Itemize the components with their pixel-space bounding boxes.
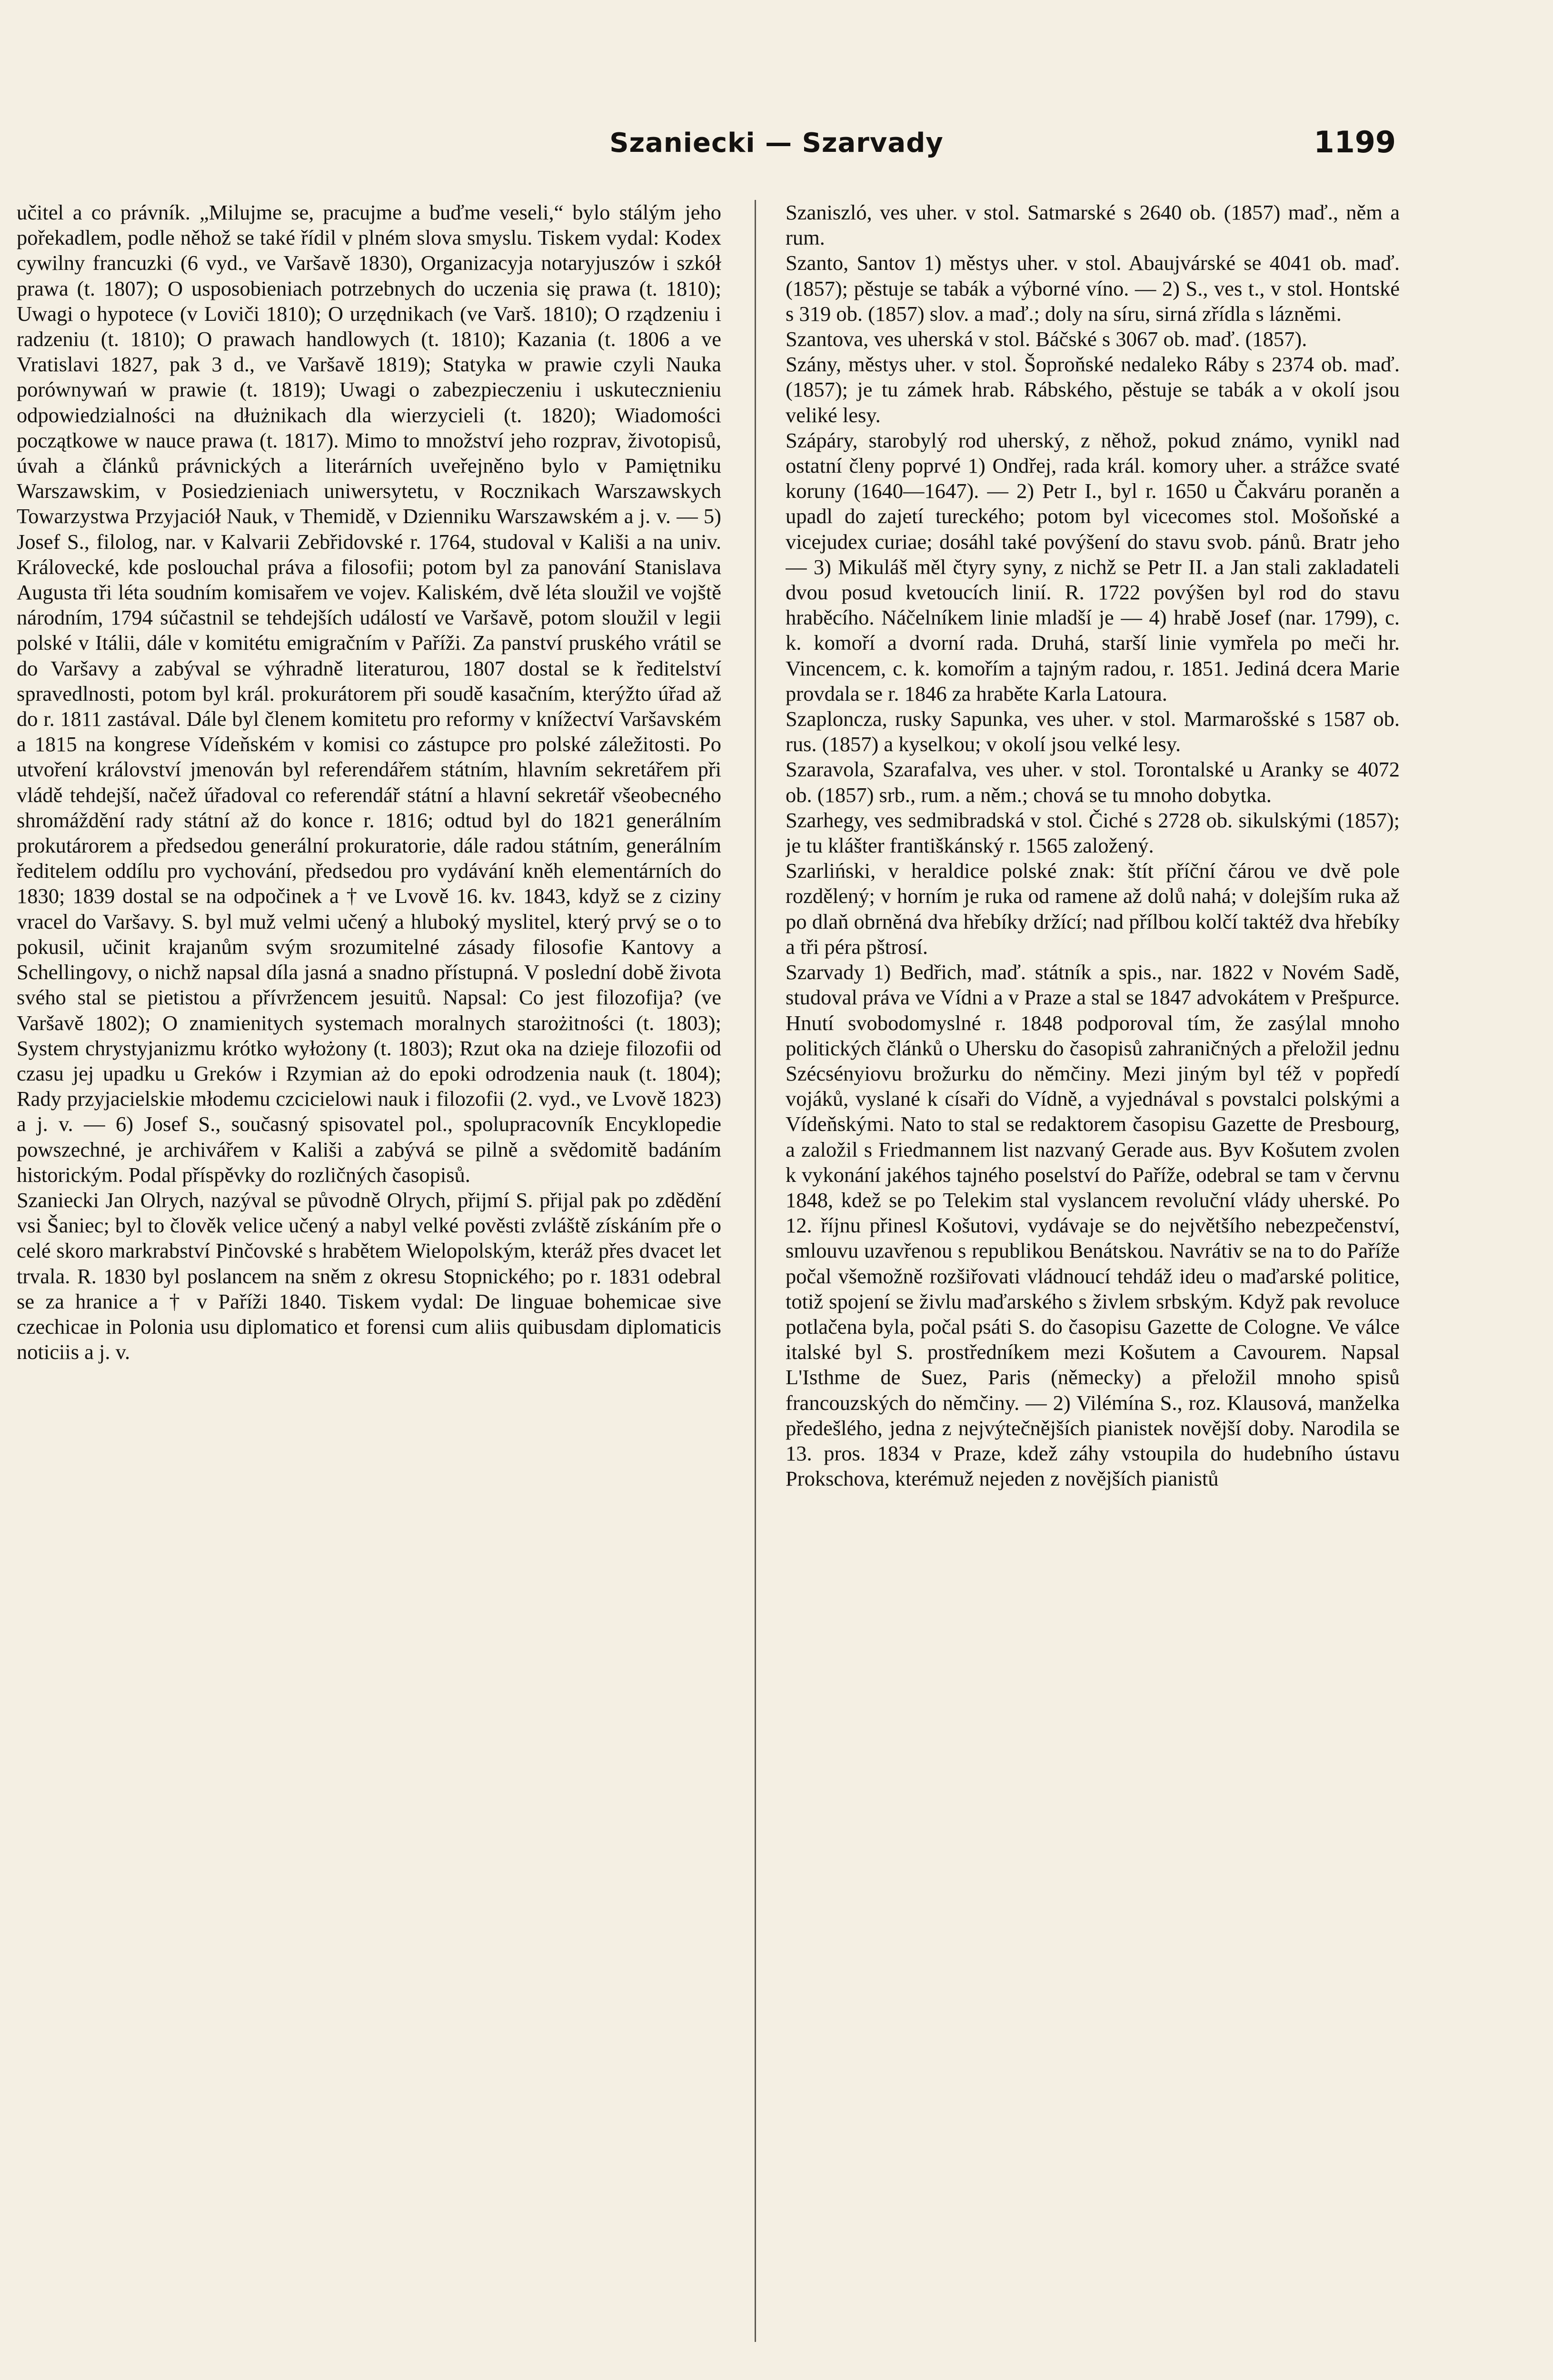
entry-szapary: Szápáry, starobylý rod uherský, z něhož, pokud známo, vynikl nad ostatní členy poprvé 1) Ondřej, rada král. komory uher. a strážce svaté koruny (1640—1647). — 2) Petr I., byl r. 1650 u Čakváru poraněn a upadl do zajetí tureckého; potom byl vicecomes stol. Mošoňské a vicejudex curiae; dosáhl také povýšení do stavu svob. pánů. Bratr jeho — 3) Mikuláš měl čtyry syny, z nichž se Petr II. a Jan stali zakladateli dvou posud kvetoucích linií. R. 1722 povýšen byl rod do stavu hraběcího. Náčelníkem linie mladší je — 4) hrabě Josef (nar. 1799), c. k. komoří a dvorní rada. Druhá, starší linie vymřela po meči hr. Vincencem, c. k. komořím a tajným radou, r. 1851. Jediná dcera Marie provdala se r. 1846 za hraběte Karla Latoura. (786, 428, 1400, 705)
column-divider (755, 200, 756, 2342)
entry-szaniecki-continued: učitel a co právník. „Milujme se, pracujme a buďme veseli,“ bylo stálým jeho pořekadlem, podle něhož se také řídil v plném slova smyslu. Tiskem vydal: Kodex cywilny francuzki (6 vyd., ve Varšavě 1830), Organizacyja notaryjuszów i szkół prawa (t. 1807); O usposobieniach potrzebnych do uczenia się prawa (t. 1810); Uwagi o hypotece (v Loviči 1810); O urzędnikach (ve Varš. 1810); O rządzeniu i radzeniu (t. 1810); O prawach handlowych (t. 1810); Kazania (t. 1806 a ve Vratislavi 1827, pak 3 d., ve Varšavě 1819); Statyka w prawie czyli Nauka porównywań w prawie (t. 1819); Uwagi o zabezpieczeniu i uskutecznieniu odpowiedzialności na dłużnikach dla wierzycieli (t. 1820); Wiadomości początkowe w nauce prawa (t. 1817). Mimo to množství jeho rozprav, životopisů, úvah a článků právnických a literárních uveřejněno bylo v Pamiętniku Warszawskim, v Posiedzieniach uniwersytetu, v Rocznikach Warszawskych Towarzystwa Przyjaciół Nauk, v Themidě, v Dzienniku Warszawském a j. v. — 5) Josef S., filolog, nar. v Kalvarii Zebřidovské r. 1764, studoval v Kališi a na univ. Královecké, kde poslouchal práva a filosofii; potom byl za panování Stanislava Augusta tři léta soudním komisařem ve vojev. Kaliském, dvě léta sloužil ve vojště národním, 1794 súčastnil se tehdejších událostí ve Varšavě, potom sloužil v legii polské v Itálii, dále v komitétu emigračním v Paříži. Za panství pruského vrátil se do Varšavy a zabýval se výhradně literaturou, 1807 dostal se k ředitelství spravedlnosti, potom byl král. prokurátorem při soudě kasačním, kterýžto úřad až do r. 1811 zastával. Dále byl členem komitetu pro reformy v knížectví Varšavském a 1815 na kongrese Vídeňském v komisi co zástupce pro polské záležitosti. Po utvoření království jmenován byl referendářem státním, hlavním sekretářem při vládě tehdejší, načež úřadoval co referendář státní a hlavní sekretář všeobecného shromáždění rady státní až do konce r. 1816; odtud byl do 1821 generálním prokutárorem a předsedou generální prokuratorie, dále radou státním, generálním ředitelem oddílu pro vychování, předsedou pro vydávání kněh elementárních do 1830; 1839 dostal se na odpočinek a † ve Lvově 16. kv. 1843, když se z ciziny vracel do Varšavy. S. byl muž velmi učený a hluboký myslitel, který prvý se o to pokusil, učinit krajanům svým srozumitelné zásady filosofie Kantovy a Schellingovy, o nichž napsal díla jasná a snadno přístupná. V poslední době života svého stal se pietistou a přívržencem jesuitů. Napsal: Co jest filozofija? (ve Varšavě 1802); O znamienitych systemach moralnych starożitności (t. 1803); System chrystyjanizmu krótko wyłożony (t. 1803); Rzut oka na dzieje filozofii od czasu jej upadku u Greków i Rzymian aż do epoki odrodzenia nauk (t. 1804); Rady przyjacielskie młodemu czcicielowi nauk i filozofii (2. vyd., ve Lvově 1823) a j. v. — 6) Josef S., současný spisovatel pol., spolupracovník Encyklopedie powszechné, je archivářem v Kališi a zabývá se pilně a svědomitě badáním historickým. Podal příspěvky do rozličných časopisů. (17, 200, 721, 1187)
entry-szaravola: Szaravola, Szarafalva, ves uher. v stol. Torontalské u Aranky se 4072 ob. (1857) srb., rum. a něm.; chová se tu mnoho dobytka. (786, 757, 1400, 807)
left-column (17, 200, 721, 2380)
right-column (786, 200, 1400, 2380)
entry-szany: Szány, městys uher. v stol. Šoproňské nedaleko Ráby s 2374 ob. maď. (1857); je tu zámek hrab. Rábského, pěstuje se tabák a v okolí jsou veliké lesy. (786, 352, 1400, 427)
entry-szaploncza: Szaploncza, rusky Sapunka, ves uher. v stol. Marmarošské s 1587 ob. rus. (1857) a kyselkou; v okolí jsou velké lesy. (786, 707, 1400, 756)
entry-szarlinski: Szarliński, v heraldice polské znak: štít příční čárou ve dvě pole rozdělený; v horním je ruka od ramene až dolů nahá; v dolejším ruka až po dlaň obrněná dva hřebíky držící; nad přílbou kolčí taktéž dva hřebíky a tři péra pštrosí. (786, 859, 1400, 959)
page-number: 1199 (1314, 125, 1396, 159)
entry-szarhegy: Szarhegy, ves sedmibradská v stol. Čiché s 2728 ob. sikulskými (1857); je tu klášter františkánský r. 1565 založený. (786, 808, 1400, 858)
entry-szaniszlo: Szaniszló, ves uher. v stol. Satmarské s 2640 ob. (1857) maď., něm a rum. (786, 200, 1400, 250)
entry-szaniecki-jan-olrych: Szaniecki Jan Olrych, nazýval se původně Olrych, přijmí S. přijal pak po zdědění vsi Šaniec; byl to člověk velice učený a nabyl velké pověsti zvláště získáním pře o celé skoro markrabství Pinčovské s hrabětem Wielopolským, kteráž přes dvacet let trvala. R. 1830 byl poslancem na sněm z okresu Stopnického; po r. 1831 odebral se za hranice a † v Paříži 1840. Tiskem vydal: De linguae bohemicae sive czechicae in Polonia usu diplomatico et forensi cum aliis quibusdam diplomaticis noticiis a j. v. (17, 1188, 721, 1364)
entry-szantova: Szantova, ves uherská v stol. Báčské s 3067 ob. maď. (1857). (786, 327, 1307, 351)
header-title: Szaniecki — Szarvady (609, 128, 944, 159)
running-header (0, 125, 1553, 170)
entry-szanto: Szanto, Santov 1) městys uher. v stol. Abaujvárské se 4041 ob. maď. (1857); pěstuje se tabák a výborné víno. — 2) S., ves t., v stol. Hontské s 319 ob. (1857) slov. a maď.; doly na síru, sirná zřídla s lázněmi. (786, 251, 1400, 326)
entry-szarvady: Szarvady 1) Bedřich, maď. státník a spis., nar. 1822 v Novém Sadě, studoval práva ve Vídni a v Praze a stal se 1847 advokátem v Prešpurce. Hnutí svobodomyslné r. 1848 podporoval tím, že zasýlal mnoho politických článků o Uhersku do časopisů zahraničných a přeložil jednu Szécsényiovu brožurku do němčiny. Mezi jiným byl též v popředí vojáků, vyslané k císaři do Vídně, a vyjednával s povstalci polskými a Vídeňskými. Nato to stal se redaktorem časopisu Gazette de Presbourg, a založil s Friedmannem list nazvaný Gerade aus. Byv Košutem zvolen k vykonání jakéhos tajného poselství do Paříže, odebral se tam v červnu 1848, kdež se po Telekim stal vyslancem revoluční vlády uherské. Po 12. říjnu přinesl Košutovi, vydávaje se do největšího nebezpečenství, smlouvu uzavřenou s republikou Benátskou. Navrátiv se na to do Paříže počal všemožně rozšiřovati vládnoucí tehdáž ideu o maďarské politice, totiž spojení se živlu maďarského s živlem srbským. Když pak revoluce potlačena byla, počal psáti S. do časopisu Gazette de Cologne. Ve válce italské byl S. prostředníkem mezi Košutem a Cavourem. Napsal L'Isthme de Suez, Paris (německy) a přeložil mnoho spisů francouzských do němčiny. — 2) Vilémína S., roz. Klausová, manželka předešlého, jedna z nejvýtečnějších pianistek novější doby. Narodila se 13. pros. 1834 v Praze, kdež záhy vstoupila do hudebního ústavu Prokschova, kterémuž nejeden z novějších pianistů (786, 960, 1400, 1491)
